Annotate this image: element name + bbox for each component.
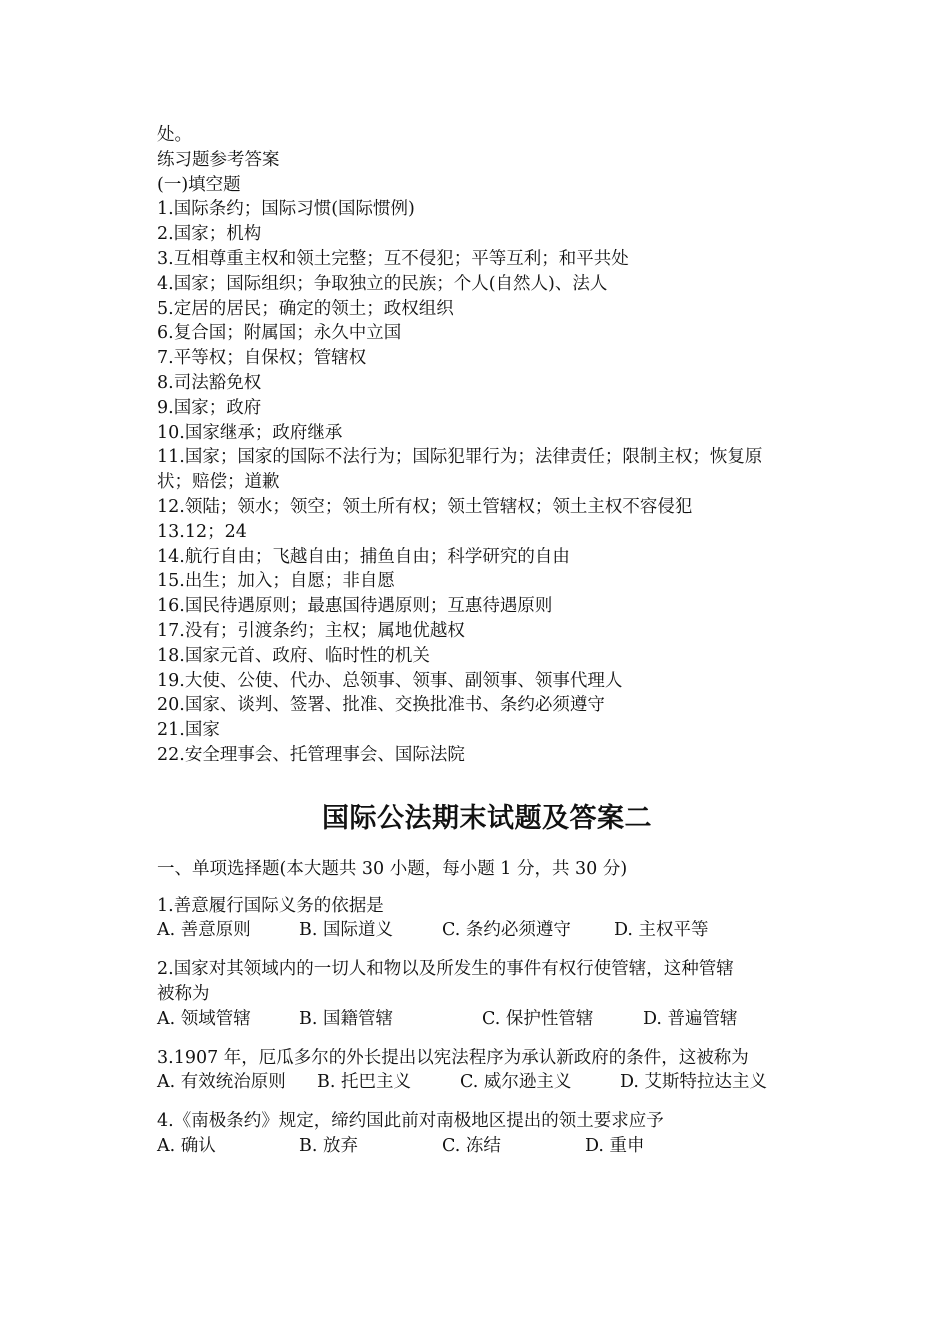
option-c: C. 冻结 [442, 1135, 501, 1156]
option-d: D. 艾斯特拉达主义 [620, 1072, 768, 1093]
section-heading: 一、单项选择题(本大题共 30 小题，每小题 1 分，共 30 分) [157, 858, 628, 879]
option-d: D. 重申 [585, 1135, 645, 1156]
answer-line: 17.没有；引渡条约；主权；属地优越权 [157, 620, 465, 641]
option-a: A. 善意原则 [157, 920, 251, 941]
answer-key [157, 123, 817, 768]
exam-title: 国际公法期末试题及答案二 [322, 802, 652, 834]
answer-line: 19.大使、公使、代办、总领事、领事、副领事、领事代理人 [157, 670, 623, 691]
option-b: B. 国籍管辖 [299, 1008, 393, 1029]
answer-line: 13.12；24 [157, 521, 247, 542]
option-row [157, 918, 817, 943]
option-b: B. 托巴主义 [317, 1072, 411, 1093]
question-stem: 1.善意履行国际义务的依据是 [157, 895, 384, 916]
question-4 [157, 1109, 817, 1159]
question-3 [157, 1046, 817, 1096]
option-row [157, 1134, 817, 1159]
option-a: A. 确认 [157, 1135, 216, 1156]
answer-key-heading: 练习题参考答案 [157, 149, 280, 170]
question-stem: 被称为 [157, 983, 210, 1004]
answer-line: 3.互相尊重主权和领土完整；互不侵犯；平等互利；和平共处 [157, 248, 629, 269]
option-d: D. 主权平等 [614, 920, 709, 941]
answer-line: 7.平等权；自保权；管辖权 [157, 348, 367, 369]
question-stem: 3.1907 年，厄瓜多尔的外长提出以宪法程序为承认新政府的条件，这被称为 [157, 1047, 749, 1068]
answer-line: 2.国家；机构 [157, 224, 262, 245]
answer-line: 16.国民待遇原则；最惠国待遇原则；互惠待遇原则 [157, 596, 553, 617]
answer-line: 11.国家；国家的国际不法行为；国际犯罪行为；法律责任；限制主权；恢复原 [157, 447, 763, 468]
fill-blank-heading: (一)填空题 [157, 174, 241, 195]
answer-line: 14.航行自由；飞越自由；捕鱼自由；科学研究的自由 [157, 546, 570, 567]
answer-line: 22.安全理事会、托管理事会、国际法院 [157, 744, 465, 765]
question-stem: 2.国家对其领域内的一切人和物以及所发生的事件有权行使管辖，这种管辖 [157, 959, 734, 980]
answer-line: 9.国家；政府 [157, 397, 262, 418]
option-a: A. 领域管辖 [157, 1008, 251, 1029]
answer-line: 10.国家继承；政府继承 [157, 422, 343, 443]
question-stem: 4.《南极条约》规定，缔约国此前对南极地区提出的领土要求应予 [157, 1111, 664, 1132]
answer-line: 15.出生；加入；自愿；非自愿 [157, 571, 395, 592]
option-c: C. 保护性管辖 [482, 1008, 594, 1029]
answer-line: 6.复合国；附属国；永久中立国 [157, 323, 402, 344]
answer-line: 4.国家；国际组织；争取独立的民族；个人(自然人)、法人 [157, 273, 608, 294]
answer-line: 1.国际条约；国际习惯(国际惯例) [157, 199, 415, 220]
text-line: 处。 [157, 125, 192, 145]
answer-line: 5.定居的居民；确定的领土；政权组织 [157, 298, 454, 319]
answer-line: 12.领陆；领水；领空；领土所有权；领土管辖权；领土主权不容侵犯 [157, 496, 693, 517]
option-d: D. 普遍管辖 [643, 1008, 738, 1029]
option-c: C. 威尔逊主义 [460, 1072, 572, 1093]
option-row [157, 1007, 817, 1032]
answer-line: 20.国家、谈判、签署、批准、交换批准书、条约必须遵守 [157, 695, 605, 716]
option-a: A. 有效统治原则 [157, 1072, 286, 1093]
question-2 [157, 957, 817, 1031]
answer-line: 18.国家元首、政府、临时性的机关 [157, 645, 430, 666]
answer-line: 8.司法豁免权 [157, 372, 262, 393]
option-b: B. 放弃 [299, 1135, 358, 1156]
document-page [157, 123, 817, 1173]
option-c: C. 条约必须遵守 [442, 920, 571, 941]
option-row [157, 1070, 817, 1095]
answer-line: 状；赔偿；道歉 [157, 472, 280, 493]
answer-line: 21.国家 [157, 720, 220, 741]
question-1 [157, 894, 817, 944]
option-b: B. 国际道义 [299, 920, 393, 941]
